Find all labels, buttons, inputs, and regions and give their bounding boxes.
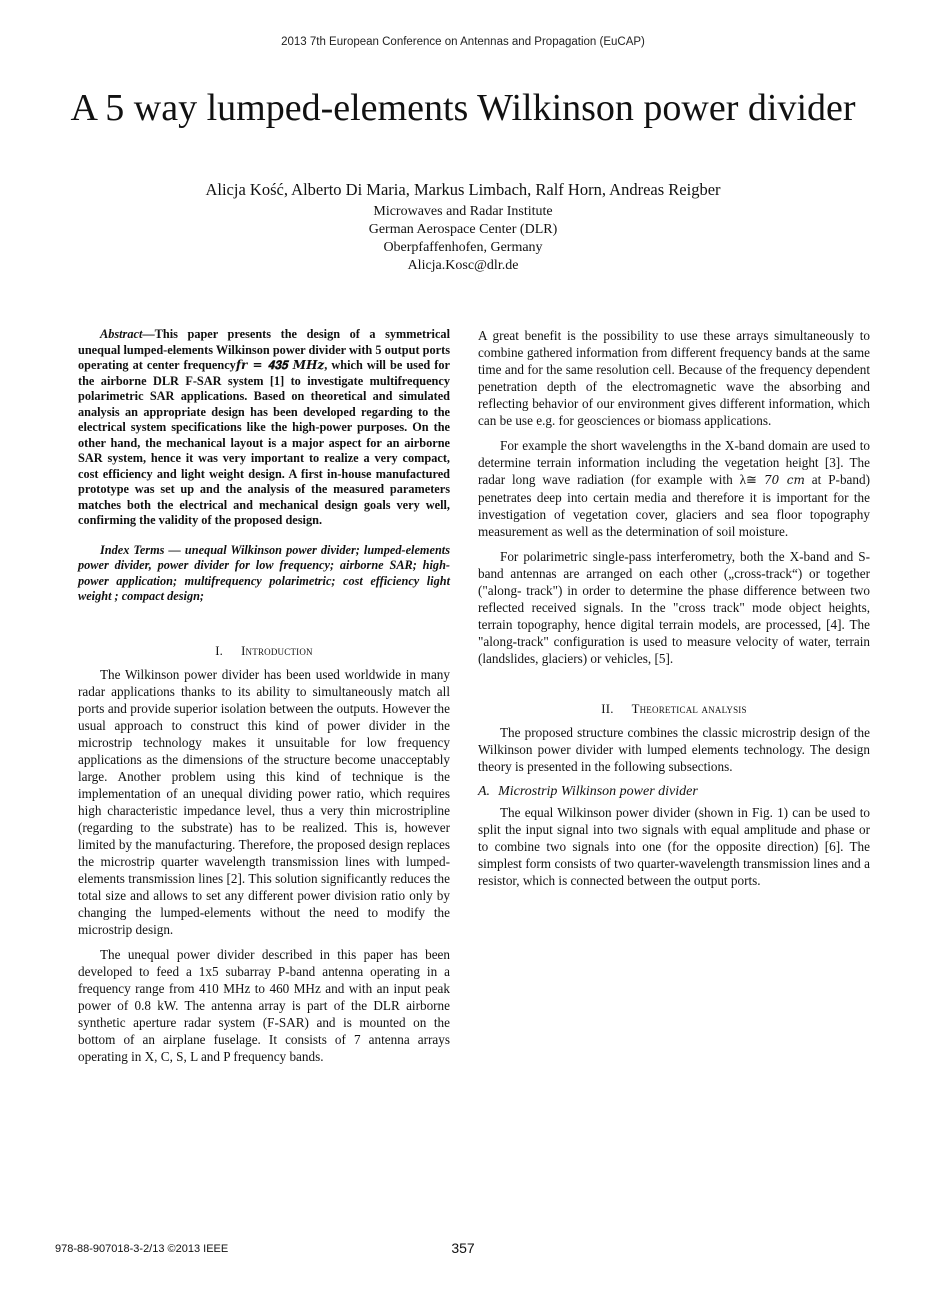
affiliation-location: Oberpfaffenhofen, Germany: [383, 240, 543, 255]
affiliation-block: [0, 203, 926, 275]
abstract-dash: —: [142, 327, 155, 341]
intro-paragraph-5: For polarimetric single-pass interferometry, both the X-band and S-band antennas are arranged on each other („cross-track“) or together ("along- track") in order to determine the phase difference between two reflected received signals. In the "cross track" mode object heights, terrain topography, hence digital terrain models, are processed, [4]. The "along-track" configuration is used to measure velocity of water, terrain (landslides, glaciers) or vehicles, [5].: [478, 549, 870, 666]
wavelength-formula: 70 𝑐𝑚: [764, 473, 805, 487]
conference-header: 2013 7th European Conference on Antennas and Propagation (EuCAP): [281, 36, 645, 48]
isbn-footer: 978-88-907018-3-2/13 ©2013 IEEE: [55, 1243, 229, 1255]
paper-title: A 5 way lumped-elements Wilkinson power divider: [70, 87, 856, 129]
abstract-label: Abstract: [100, 327, 143, 341]
intro-p4-text-a: For example the short wavelengths in the X-band domain are used to determine terrain information including the vegetation height [3]. The radar long wave radiation (for example with λ≅: [478, 438, 870, 487]
subsection-heading: [478, 783, 870, 800]
author-list: Alicja Kość, Alberto Di Maria, Markus Limbach, Ralf Horn, Andreas Reigber: [205, 180, 721, 199]
theory-paragraph-2: The equal Wilkinson power divider (shown in Fig. 1) can be used to split the input signal into two signals with equal amplitude and phase or to combine two signals into one (for the opposite direction) [6]. The simplest form consists of two quarter-wavelength transmission lines and a resistor, which is connected between the output ports.: [478, 805, 870, 888]
index-terms-text: — unequal Wilkinson power divider; lumped-elements power divider, power divider for low frequency; airborne SAR; high-power application; multifrequency polarimetric; cost efficiency light weight ; compact design;: [78, 542, 450, 603]
abstract-paragraph: [78, 327, 450, 529]
section-heading-introduction: [78, 643, 450, 660]
intro-paragraph-3: A great benefit is the possibility to use these arrays simultaneously to combine gathered information from different frequency bands at the same time and for the same resolution cell. Because of the frequency dependent penetration depth of the electromagnetic wave the absorbing and reflecting behavior of our environment gives different information, which can be use e.g. for geosciences or biomass applications.: [478, 328, 870, 428]
author-email[interactable]: Alicja.Kosc@dlr.de: [407, 258, 519, 273]
abstract-text-a: This paper presents the design of a symmetrical unequal lumped-elements Wilkinson power divider with 5 output ports operating at center frequency: [78, 327, 450, 372]
intro-paragraph-1: The Wilkinson power divider has been used worldwide in many radar applications thanks to its ability to simultaneously match all ports and provide superior isolation between the outputs. However the usual approach to construct this kind of power divider in the microstrip technology makes it unsuitable for low frequency applications as the dimensions of the structure become unacceptably large. Another problem using this kind of technique is the implementation of an unequal dividing power ratio, which requires high characteristic impedance level, thus a very thin microstripline (regarding to the substrate) has to be realized. This is, however limited by the manufacturing. Therefore, the proposed design replaces the microstrip quarter wavelength transmission lines with lumped-elements transmission lines [2]. This solution significantly reduces the total size and allows to set any different power division ratio only by changing the lumped-elements without the need to modify the microstrip design.: [78, 666, 450, 937]
right-column: [478, 327, 870, 897]
index-terms-paragraph: [78, 543, 450, 605]
section-number: I.: [215, 643, 224, 658]
section-title: Theoretical analysis: [631, 702, 747, 716]
affiliation-center: German Aerospace Center (DLR): [368, 222, 558, 237]
section-title: Introduction: [241, 643, 313, 658]
abstract-text-b: , which will be used for the airborne DLR F-SAR system [1] to investigate multifrequency polarimetric SAR applications. Based on theoretical and simulated analysis an appropriate design has been developed regarding to the electrical system specifications like the high-power purposes. On the other hand, the mechanical layout is a major aspect for an airborne SAR system, hence it was very important to realize a very compact, cost efficiency and light weight design. A first in-house manufactured prototype was set up and the analysis of the measured parameters matches both the electrical and mechanical design goals very well, confirming the validity of the proposed design.: [78, 358, 450, 527]
subsection-number: A.: [478, 784, 491, 799]
theory-paragraph-1: The proposed structure combines the classic microstrip design of the Wilkinson power divider with lumped elements technology. The design theory is presented in the following subsections.: [478, 725, 870, 774]
left-column: [78, 327, 450, 1073]
subsection-title: Microstrip Wilkinson power divider: [498, 784, 698, 799]
intro-paragraph-2: The unequal power divider described in this paper has been developed to feed a 1x5 subarray P-band antenna operating in a frequency range from 410 MHz to 460 MHz and with an input peak power of 0.8 kW. The antenna array is part of the DLR airborne synthetic aperture radar system (F-SAR) and is mounted on the bottom of an airplane fuselage. It consists of 7 antenna arrays operating in X, C, S, L and P frequency bands.: [78, 946, 450, 1064]
abstract-formula: 𝒇𝒓 = 𝟒𝟑𝟓 𝑴𝑯𝒛: [235, 358, 325, 372]
intro-p4-text-b: at P-band) penetrates deep into certain media and therefore it is important for the investigation of vegetation cover, glaciers and sea floor topography measurement as well as the determination of soil moisture.: [478, 472, 870, 539]
section-heading-theoretical: [478, 701, 870, 718]
index-terms-label: Index Terms: [100, 542, 165, 557]
section-number: II.: [601, 702, 614, 716]
page-number: 357: [451, 1240, 475, 1256]
affiliation-institute: Microwaves and Radar Institute: [373, 204, 553, 219]
intro-paragraph-4: [478, 437, 870, 540]
